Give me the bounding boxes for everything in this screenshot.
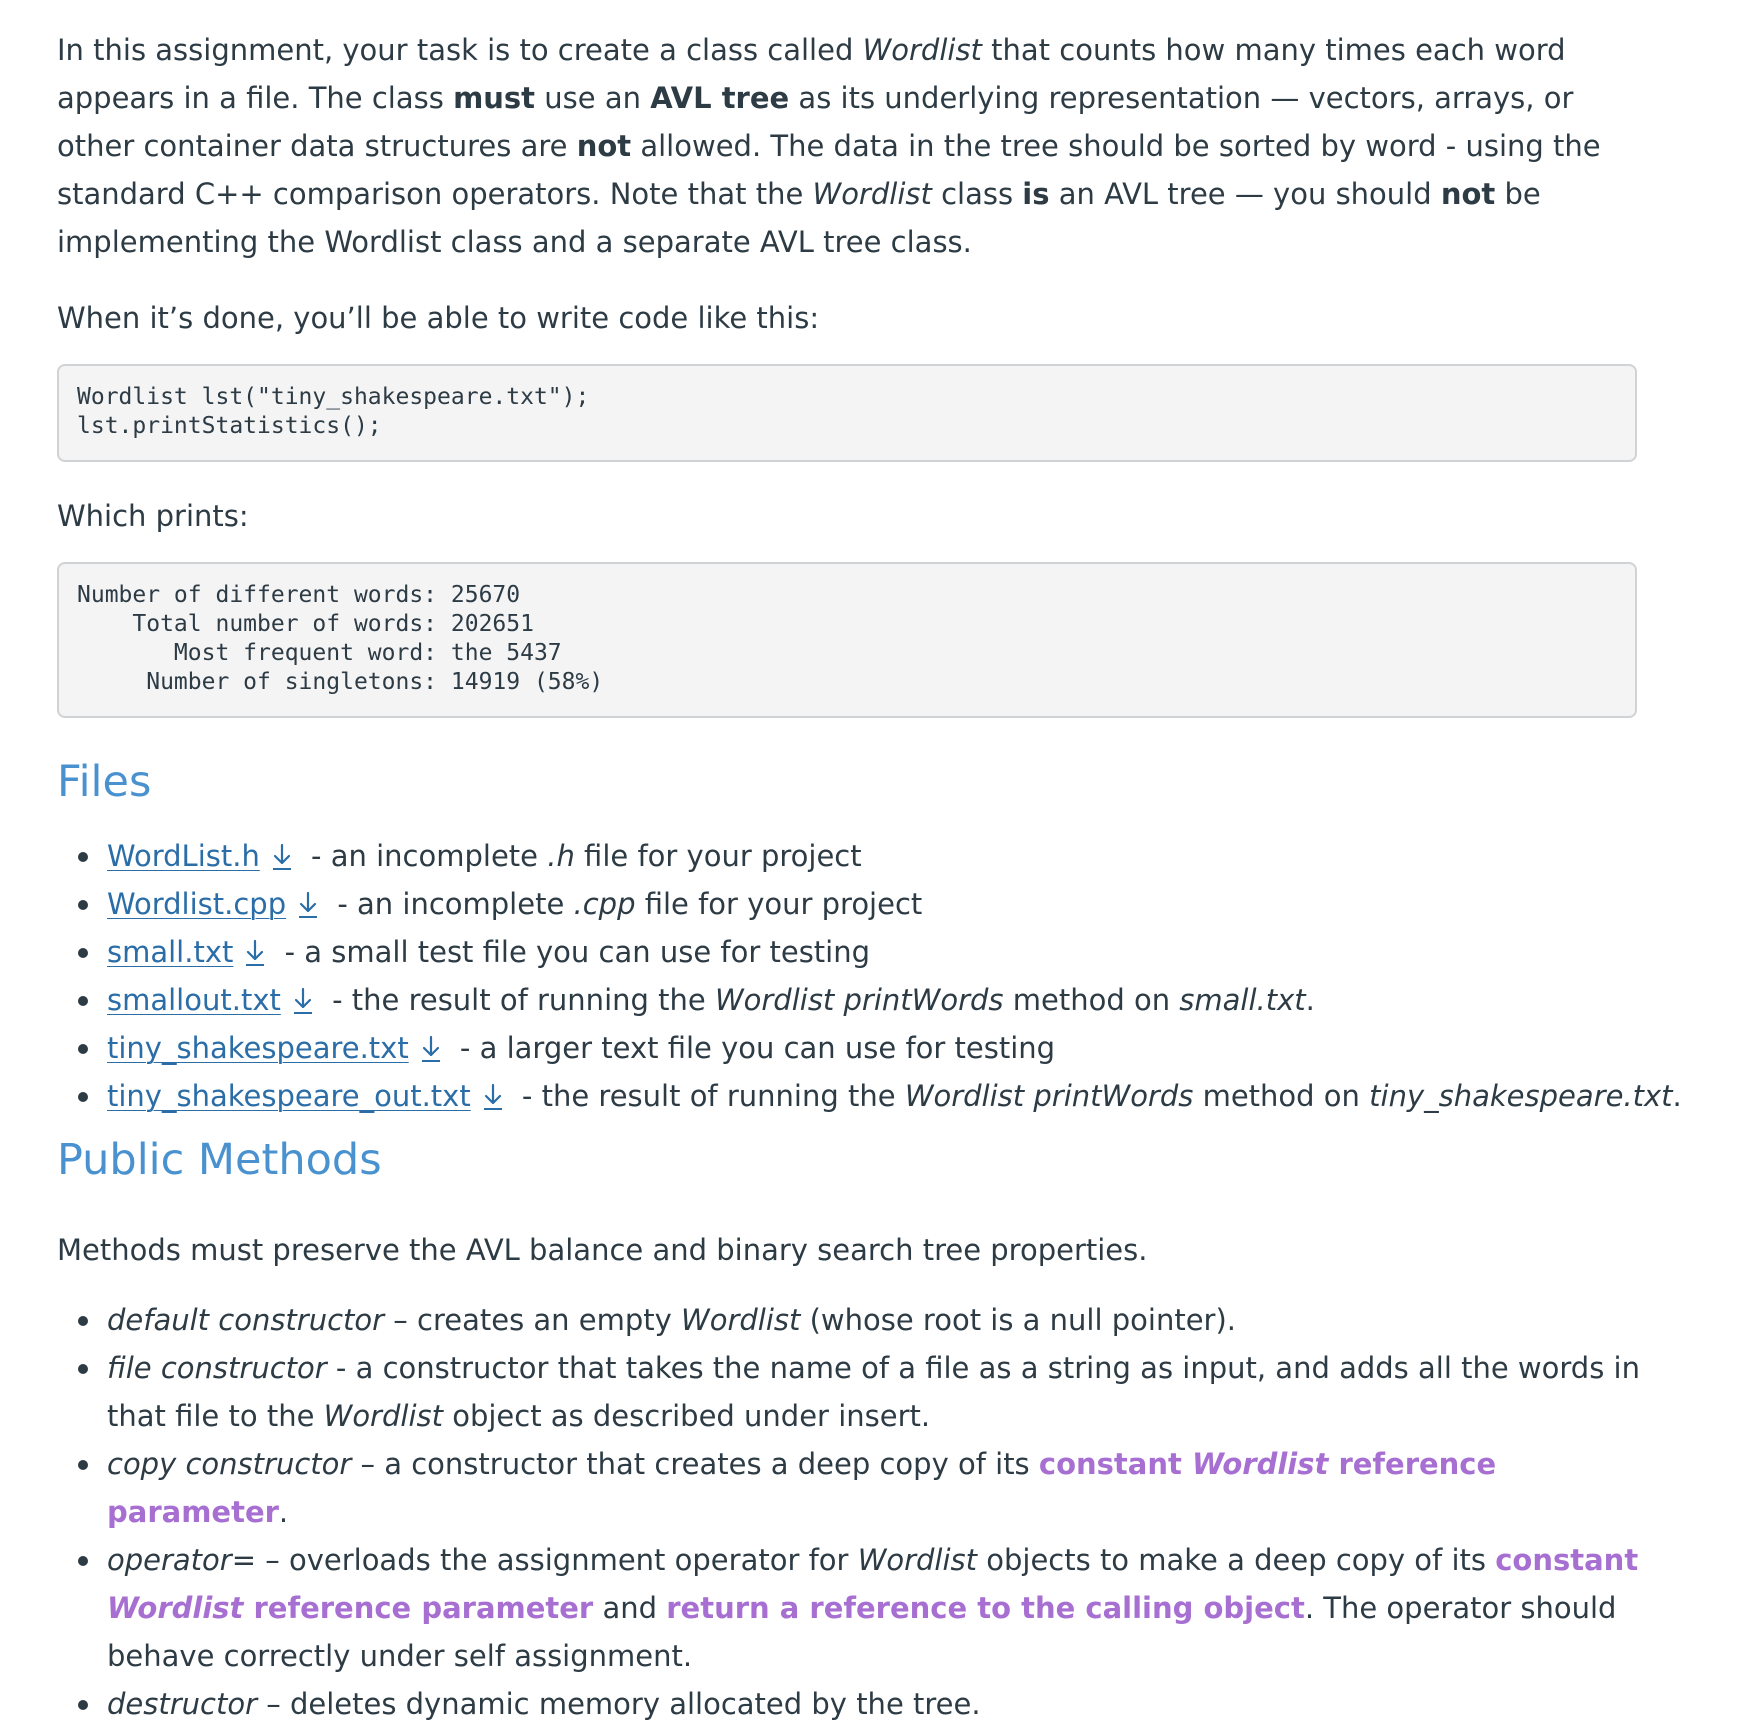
- method-copy-constructor: copy constructor – a constructor that creates a deep copy of its constant Wordlist reference parameter.: [107, 1440, 1657, 1536]
- file-item-small-txt: small.txt - a small test file you can use for testing: [107, 928, 1657, 976]
- emphasis-text: return a reference to the calling object: [666, 1591, 1305, 1625]
- files-list: [57, 832, 1682, 1120]
- code-example-block: [57, 364, 1637, 462]
- emphasis-text: constant Wordlist reference parameter: [107, 1543, 1639, 1625]
- file-link-tiny-shakespeare-txt[interactable]: tiny_shakespeare.txt: [107, 1031, 409, 1065]
- output-line: Number of different words: 25670: [77, 582, 521, 608]
- method-default-constructor: default constructor – creates an empty Wordlist (whose root is a null pointer).: [107, 1296, 1657, 1344]
- public-methods-heading: Public Methods: [57, 1135, 382, 1185]
- code-line: Wordlist lst("tiny_shakespeare.txt");: [77, 384, 590, 410]
- file-item-smallout-txt: smallout.txt - the result of running the Wordlist printWords method on small.txt.: [107, 976, 1657, 1024]
- file-item-wordlist-h: WordList.h - an incomplete .h file for your project: [107, 832, 1657, 880]
- intro-paragraph: In this assignment, your task is to create a class called Wordlist that counts how many times each word appears in a file. The class must use an AVL tree as its underlying representation — vectors, arrays, or other container data structures are not allowed. The data in the tree should be sorted by word - using the standard C++ comparison operators. Note that the Wordlist class is an AVL tree — you should not be implementing the Wordlist class and a separate AVL tree class.: [57, 33, 1601, 259]
- download-icon[interactable]: [289, 982, 317, 1012]
- code-line: lst.printStatistics();: [77, 413, 382, 439]
- file-link-wordlist-h[interactable]: WordList.h: [107, 839, 260, 873]
- file-link-wordlist-cpp[interactable]: Wordlist.cpp: [107, 887, 287, 921]
- download-icon[interactable]: [294, 886, 322, 916]
- file-link-tiny-shakespeare-out-txt[interactable]: tiny_shakespeare_out.txt: [107, 1079, 471, 1113]
- code-lead-text: When it’s done, you’ll be able to write code like this:: [57, 301, 820, 335]
- method-destructor: destructor – deletes dynamic memory allocated by the tree.: [107, 1680, 1657, 1728]
- output-lead-text: Which prints:: [57, 499, 249, 533]
- output-line: Number of singletons: 14919 (58%): [77, 669, 604, 695]
- emphasis-text: constant Wordlist reference parameter: [107, 1447, 1497, 1529]
- method-file-constructor: file constructor - a constructor that takes the name of a file as a string as input, and adds all the words in that file to the Wordlist object as described under insert.: [107, 1344, 1657, 1440]
- download-icon[interactable]: [268, 838, 296, 868]
- file-link-small-txt[interactable]: small.txt: [107, 935, 234, 969]
- output-line: Total number of words: 202651: [77, 611, 534, 637]
- output-line: Most frequent word: the 5437: [77, 640, 562, 666]
- download-icon[interactable]: [479, 1078, 507, 1108]
- file-link-smallout-txt[interactable]: smallout.txt: [107, 983, 281, 1017]
- method-assignment-operator: operator= – overloads the assignment operator for Wordlist objects to make a deep copy of its constant Wordlist reference parameter and return a reference to the calling object. The operator should behave correctly under self assignment.: [107, 1536, 1657, 1680]
- assignment-content: [57, 26, 1682, 1728]
- file-item-wordlist-cpp: Wordlist.cpp - an incomplete .cpp file for your project: [107, 880, 1657, 928]
- download-icon[interactable]: [417, 1030, 445, 1060]
- files-heading: Files: [57, 757, 152, 807]
- download-icon[interactable]: [241, 934, 269, 964]
- output-example-block: [57, 562, 1637, 718]
- methods-intro: Methods must preserve the AVL balance and binary search tree properties.: [57, 1233, 1148, 1267]
- file-item-tiny-shakespeare-out-txt: tiny_shakespeare_out.txt - the result of running the Wordlist printWords method on tiny_shakespeare.txt.: [107, 1072, 1657, 1120]
- methods-list: [57, 1296, 1657, 1728]
- file-item-tiny-shakespeare-txt: tiny_shakespeare.txt - a larger text file you can use for testing: [107, 1024, 1657, 1072]
